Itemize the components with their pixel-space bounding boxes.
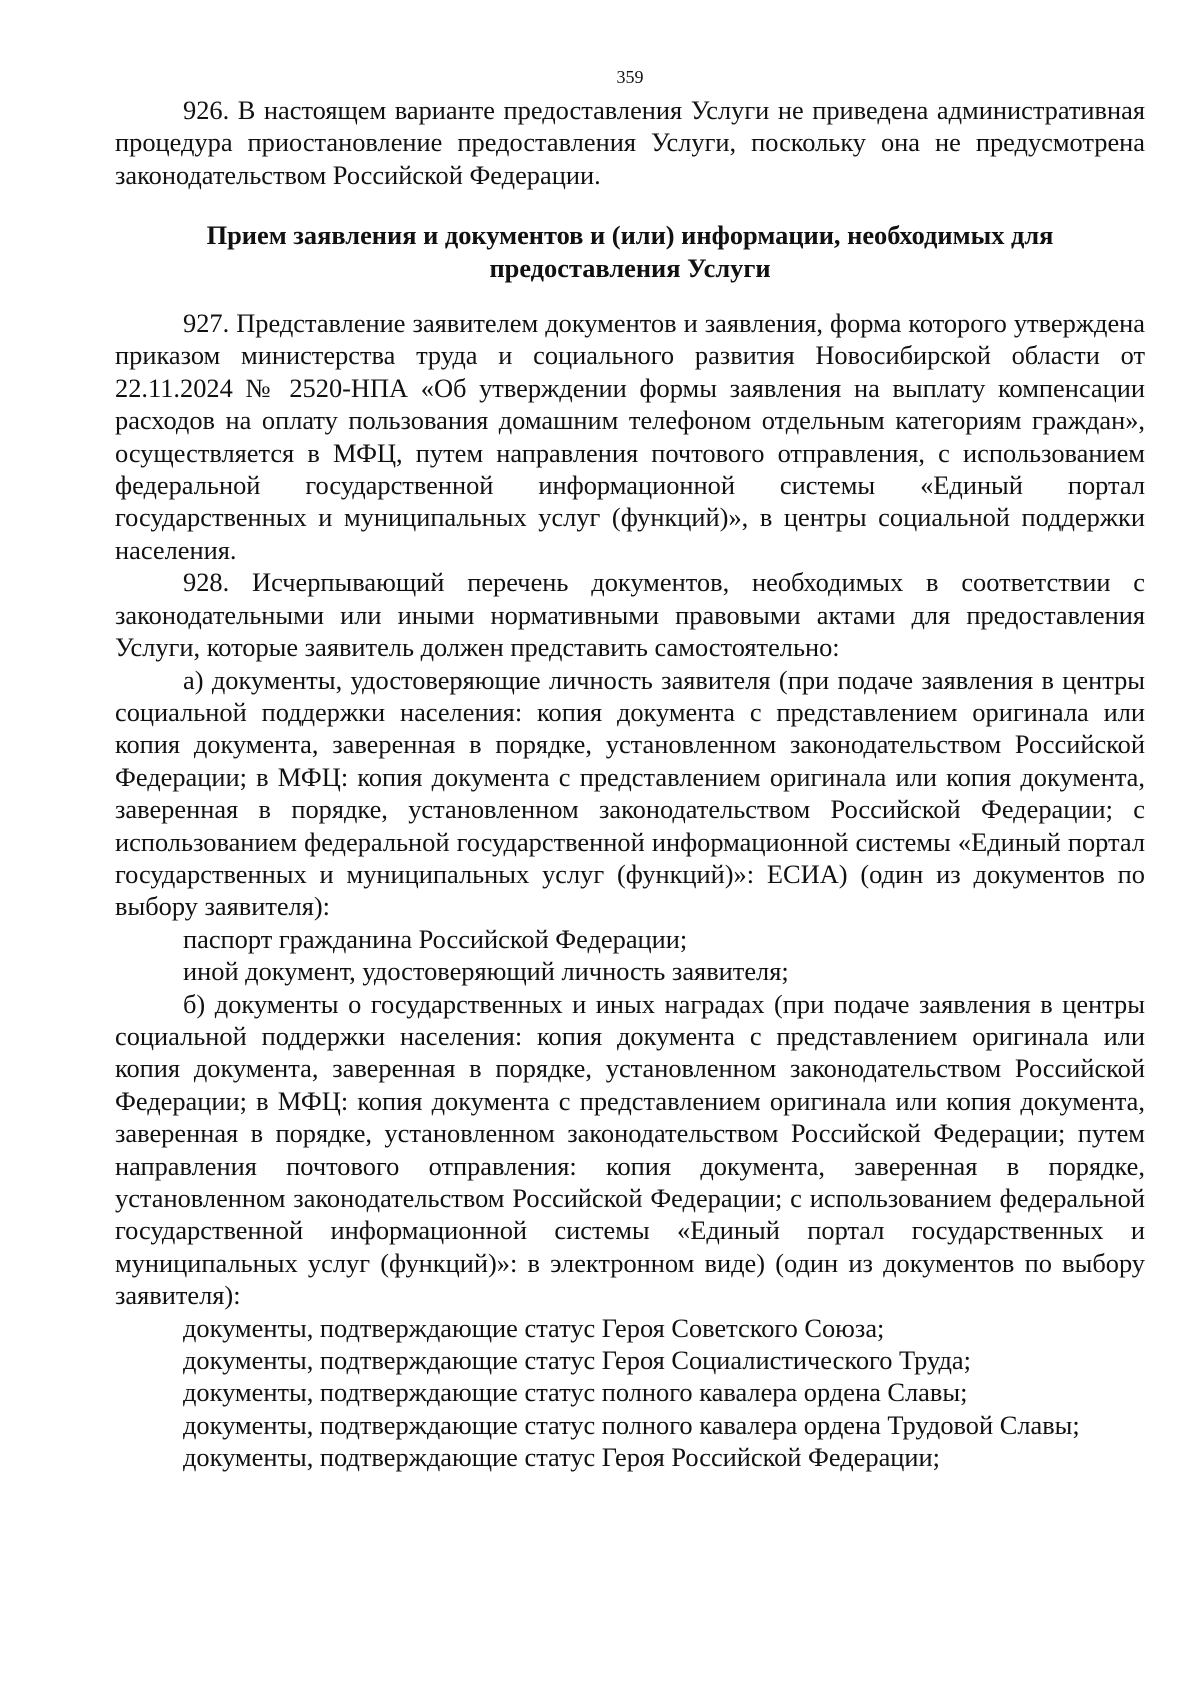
paragraph-928: 928. Исчерпывающий перечень документов, необходимых в соответствии с законодательными или иными нормативными правовыми актами для предоставления Услуги, которые заявитель должен представить самостоятельно:	[115, 567, 1145, 663]
paragraph-item-b: б) документы о государственных и иных наградах (при подаче заявления в центры социальной поддержки населения: копия документа с представлением оригинала или копия документа, заверенная в порядке, установленном законодательством Российской Федерации; в МФЦ: копия документа с представлением оригинала или копия документа, заверенная в порядке, установленном законодательством Российской Федерации; путем направления почтового отправления: копия документа, заверенная в порядке, установленном законодательством Российской Федерации; с использованием федеральной государственной информационной системы «Единый портал государственных и муниципальных услуг (функций)»: в электронном виде) (один из документов по выбору заявителя):	[115, 988, 1145, 1311]
page-number: 359	[616, 67, 644, 87]
list-item-hero-ussr: документы, подтверждающие статус Героя Советского Союза;	[183, 1312, 885, 1343]
list-item-other-id: иной документ, удостоверяющий личность заявителя;	[183, 956, 789, 987]
list-item-order-of-labor-glory: документы, подтверждающие статус полного кавалера ордена Трудовой Славы;	[183, 1409, 1080, 1440]
section-heading	[115, 219, 1145, 284]
list-item-hero-socialist-labor: документы, подтверждающие статус Героя Социалистического Труда;	[183, 1345, 971, 1376]
section-heading-line-1: Прием заявления и документов и (или) информации, необходимых для	[206, 220, 1054, 251]
document-page	[115, 66, 1145, 1474]
section-heading-line-2: предоставления Услуги	[489, 252, 771, 283]
paragraph-item-a: а) документы, удостоверяющие личность заявителя (при подаче заявления в центры социальной поддержки населения: копия документа с представлением оригинала или копия документа, заверенная в порядке, установленном законодательством Российской Федерации; в МФЦ: копия документа с представлением оригинала или копия документа, заверенная в порядке, установленном законодательством Российской Федерации; с использованием федеральной государственной информационной системы «Единый портал государственных и муниципальных услуг (функций)»: ЕСИА) (один из документов по выбору заявителя):	[115, 664, 1145, 922]
paragraph-926: 926. В настоящем варианте предоставления Услуги не приведена административная процедура приостановление предоставления Услуги, поскольку она не предусмотрена законодательством Российской Федерации.	[115, 95, 1145, 190]
list-item-hero-russia: документы, подтверждающие статус Героя Российской Федерации;	[183, 1442, 940, 1473]
list-item-order-of-glory: документы, подтверждающие статус полного кавалера ордена Славы;	[183, 1377, 968, 1408]
paragraph-927: 927. Представление заявителем документов и заявления, форма которого утверждена приказом министерства труда и социального развития Новосибирской области от 22.11.2024 № 2520-НПА «Об утверждении формы заявления на выплату компенсации расходов на оплату пользования домашним телефоном отдельным категориям граждан», осуществляется в МФЦ, путем направления почтового отправления, с использованием федеральной государственной информационной системы «Единый портал государственных и муниципальных услуг (функций)», в центры социальной поддержки населения.	[115, 308, 1145, 565]
list-item-passport: паспорт гражданина Российской Федерации;	[183, 923, 688, 954]
